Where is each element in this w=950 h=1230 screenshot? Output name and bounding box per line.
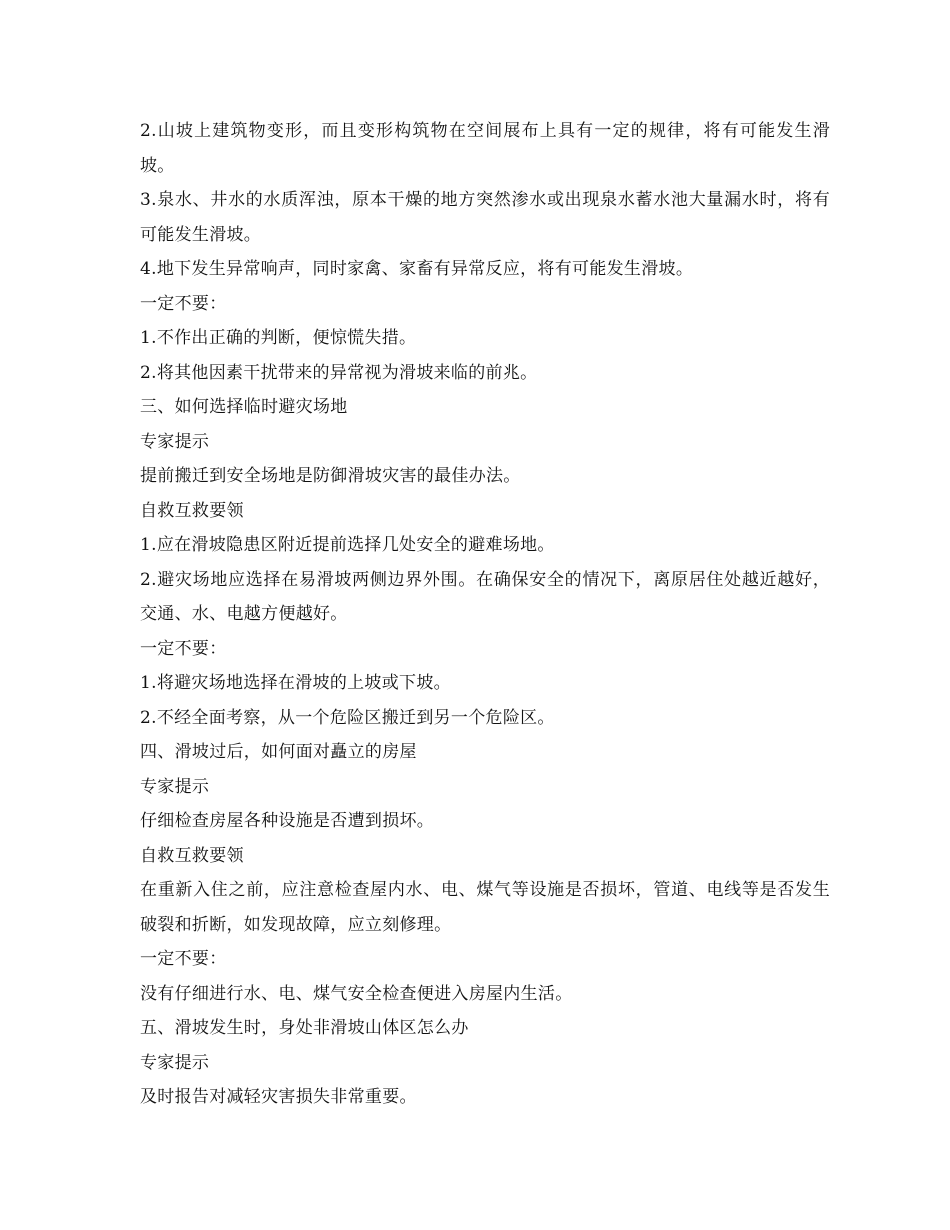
section-heading-5: 五、滑坡发生时，身处非滑坡山体区怎么办 — [140, 1018, 469, 1038]
paragraph-8: 专家提示 — [140, 431, 210, 452]
paragraph-25: 及时报告对减轻灾害损失非常重要。 — [140, 1087, 417, 1107]
paragraph-15: 2.不经全面考察，从一个危险区搬迁到另一个危险区。 — [140, 707, 555, 728]
document-body — [140, 114, 830, 1115]
paragraph-4: 一定不要： — [140, 293, 227, 314]
paragraph-17: 专家提示 — [140, 776, 210, 797]
paragraph-14: 1.将避灾场地选择在滑坡的上坡或下坡。 — [140, 673, 451, 693]
paragraph-9: 提前搬迁到安全场地是防御滑坡灾害的最佳办法。 — [140, 466, 521, 486]
paragraph-2: 3.泉水、井水的水质浑浊，原本干燥的地方突然渗水或出现泉水蓄水池大量漏水时，将有可能发生滑坡。 — [140, 190, 830, 245]
paragraph-6: 2.将其他因素干扰带来的异常视为滑坡来临的前兆。 — [140, 362, 538, 383]
paragraph-11: 1.应在滑坡隐患区附近提前选择几处安全的避难场地。 — [140, 535, 555, 555]
paragraph-1: 2.山坡上建筑物变形，而且变形构筑物在空间展布上具有一定的规律，将有可能发生滑坡。 — [140, 121, 830, 176]
paragraph-22: 没有仔细进行水、电、煤气安全检查便进入房屋内生活。 — [140, 983, 573, 1004]
paragraph-3: 4.地下发生异常响声，同时家禽、家畜有异常反应，将有可能发生滑坡。 — [140, 259, 694, 279]
paragraph-13: 一定不要： — [140, 638, 227, 659]
paragraph-21: 一定不要： — [140, 949, 227, 969]
paragraph-24: 专家提示 — [140, 1052, 210, 1073]
section-heading-4: 四、滑坡过后，如何面对矗立的房屋 — [140, 742, 417, 762]
paragraph-18: 仔细检查房屋各种设施是否遭到损坏。 — [140, 811, 435, 831]
paragraph-20: 在重新入住之前，应注意检查屋内水、电、煤气等设施是否损坏，管道、电线等是否发生破裂和折断，如发现故障，应立刻修理。 — [140, 880, 830, 935]
paragraph-19: 自救互救要领 — [140, 845, 244, 866]
paragraph-10: 自救互救要领 — [140, 500, 244, 521]
paragraph-5: 1.不作出正确的判断，便惊慌失措。 — [140, 328, 417, 348]
section-heading-3: 三、如何选择临时避灾场地 — [140, 397, 348, 417]
paragraph-12: 2.避灾场地应选择在易滑坡两侧边界外围。在确保安全的情况下，离原居住处越近越好，交通、水、电越方便越好。 — [140, 569, 830, 624]
